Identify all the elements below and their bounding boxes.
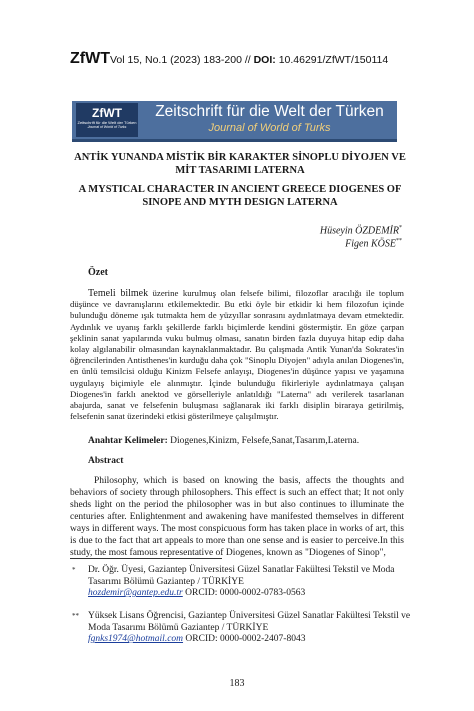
footnote-2-body: [88, 611, 412, 646]
logo-text: ZfWT: [92, 106, 122, 120]
banner-title-de: Zeitschrift für die Welt der Türken: [155, 103, 384, 120]
logo-subtitle-en: Journal of World of Turks: [87, 125, 127, 129]
footnote-1-orcid: ORCID: 0000-0002-0783-0563: [182, 588, 306, 599]
footnote-1-body: [88, 565, 412, 600]
abstract-en-body: Philosophy, which is based on knowing the basis, affects the thoughts and behaviors of society through philosophers. This effect is such an effect that; It not only sheds light on the period the philosopher was in but also continues to illuminate the centuries after. Enlightenment and awakening have manifested themselves in different ways in different ways. The most conspicuous form has taken place in works of art, this is due to the fact that art appeals to more than one sense and is easier to perceive.In this study, the most famous representative of Diogenes, known as "Diogenes of Sinop",: [70, 476, 404, 558]
journal-logo: [76, 103, 138, 137]
author-1-name: Hüseyin ÖZDEMİR: [319, 225, 399, 237]
article-title-turkish: ANTİK YUNANDA MİSTİK BİR KARAKTER SİNOPLU DİYOJEN VE MİT TASARIMI LATERNA: [74, 152, 406, 176]
banner-titles: [142, 101, 397, 139]
footnote-1-email[interactable]: hozdemir@gantep.edu.tr: [88, 588, 183, 599]
footnote-2-email[interactable]: fgnks1974@hotmail.com: [88, 634, 184, 645]
doi-label: DOI:: [253, 54, 276, 66]
author-1-mark: *: [399, 225, 402, 231]
journal-banner: [72, 101, 397, 142]
abstract-tr-heading: Özet: [88, 267, 108, 278]
keywords-value: Diogenes,Kinizm, Felsefe,Sanat,Tasarım,Laterna.: [167, 436, 360, 446]
banner-title-en: Journal of World of Turks: [208, 122, 331, 134]
footnote-2-text: Yüksek Lisans Öğrencisi, Gaziantep Üniversitesi Güzel Sanatlar Fakültesi Tekstil ve Moda Tasarımı Bölümü Gaziantep / TÜRKİYE: [88, 611, 411, 633]
citation-text: Vol 15, No.1 (2023) 183-200 //: [109, 54, 251, 66]
author-2-mark: **: [396, 238, 402, 244]
footnote-2: [72, 611, 412, 646]
footnote-1-text: Dr. Öğr. Üyesi, Gaziantep Üniversitesi Güzel Sanatlar Fakültesi Tekstil ve Moda Tasarımı Bölümü Gaziantep / TÜRKİYE: [88, 565, 395, 587]
journal-abbreviation: ZfWT: [70, 50, 110, 67]
abstract-tr-lead: Temeli bilmek: [88, 288, 149, 299]
journal-citation-header: [70, 50, 388, 68]
page-number: 183: [229, 678, 245, 689]
abstract-en-heading: Abstract: [88, 456, 124, 466]
abstract-tr-body: [70, 288, 404, 422]
footnote-1: [72, 565, 412, 600]
footnote-2-orcid: ORCID: 0000-0002-2407-8043: [183, 634, 306, 645]
footnote-1-mark: *: [72, 566, 76, 574]
doi-value[interactable]: 10.46291/ZfWT/150114: [278, 54, 389, 66]
author-2-name: Figen KÖSE: [345, 238, 396, 250]
logo-subtitle-de: Zeitschrift für die Welt der Türken: [77, 120, 137, 125]
abstract-tr-text: üzerine kurulmuş olan felsefe bilimi, filozoflar aracılığı ile toplum düşünce ve davranışlarını etkilemektedir. Bu etki öyle bir etkidir ki hem filozofun içinde bulunduğu döneme ışık tutmakta hem de yüzyıllar sonrasını aydınlatmaya devam etmektedir. Aydınlık ve uyanış farklı şekillerde farklı biçimlerde kendini göstermiştir. En göze çarpan şeklinin sanat yapılarında vuku bulmuş olması, sanatın birden fazla duyuya hitap edip daha kolay algılanabilir olmasından kaynaklanmaktadır. Bu çalışmada Antik Yunan'da Sokrates'in öğrencilerinden Antisthenes'in kurduğu daha çok "Sinoplu Diyojen" adıyla anılan Diogenes'in, en ünlü temsilcisi olduğu Kinizm Felsefe anlayışı, Diogenes'in düşünce yapısı ve yaşamına uygulayış biçimiyle ele alınmıştır. İçinde bulunduğu fikirleriyle aydınlatmaya çalışan Diogenes'in farklı anektod ve görselleriyle anlatıldığı "Laterna" adı verilerek tasarlanan abajurda, sanat ve felsefenin buluşması sağlanarak iki farklı disiplin biraraya getirilmiş, felsefenin sanat üzerindeki etkisi gösterilmeye çalışılmıştır.: [70, 288, 404, 422]
keywords-label: Anahtar Kelimeler:: [88, 436, 168, 446]
footnote-2-mark: **: [72, 612, 79, 620]
author-2: [345, 235, 402, 250]
article-title-english: A MYSTICAL CHARACTER IN ANCIENT GREECE DIOGENES OF SINOPE AND MYTH DESIGN LATERNA: [78, 184, 402, 208]
footnote-divider: [70, 558, 222, 559]
keywords: [88, 436, 359, 446]
